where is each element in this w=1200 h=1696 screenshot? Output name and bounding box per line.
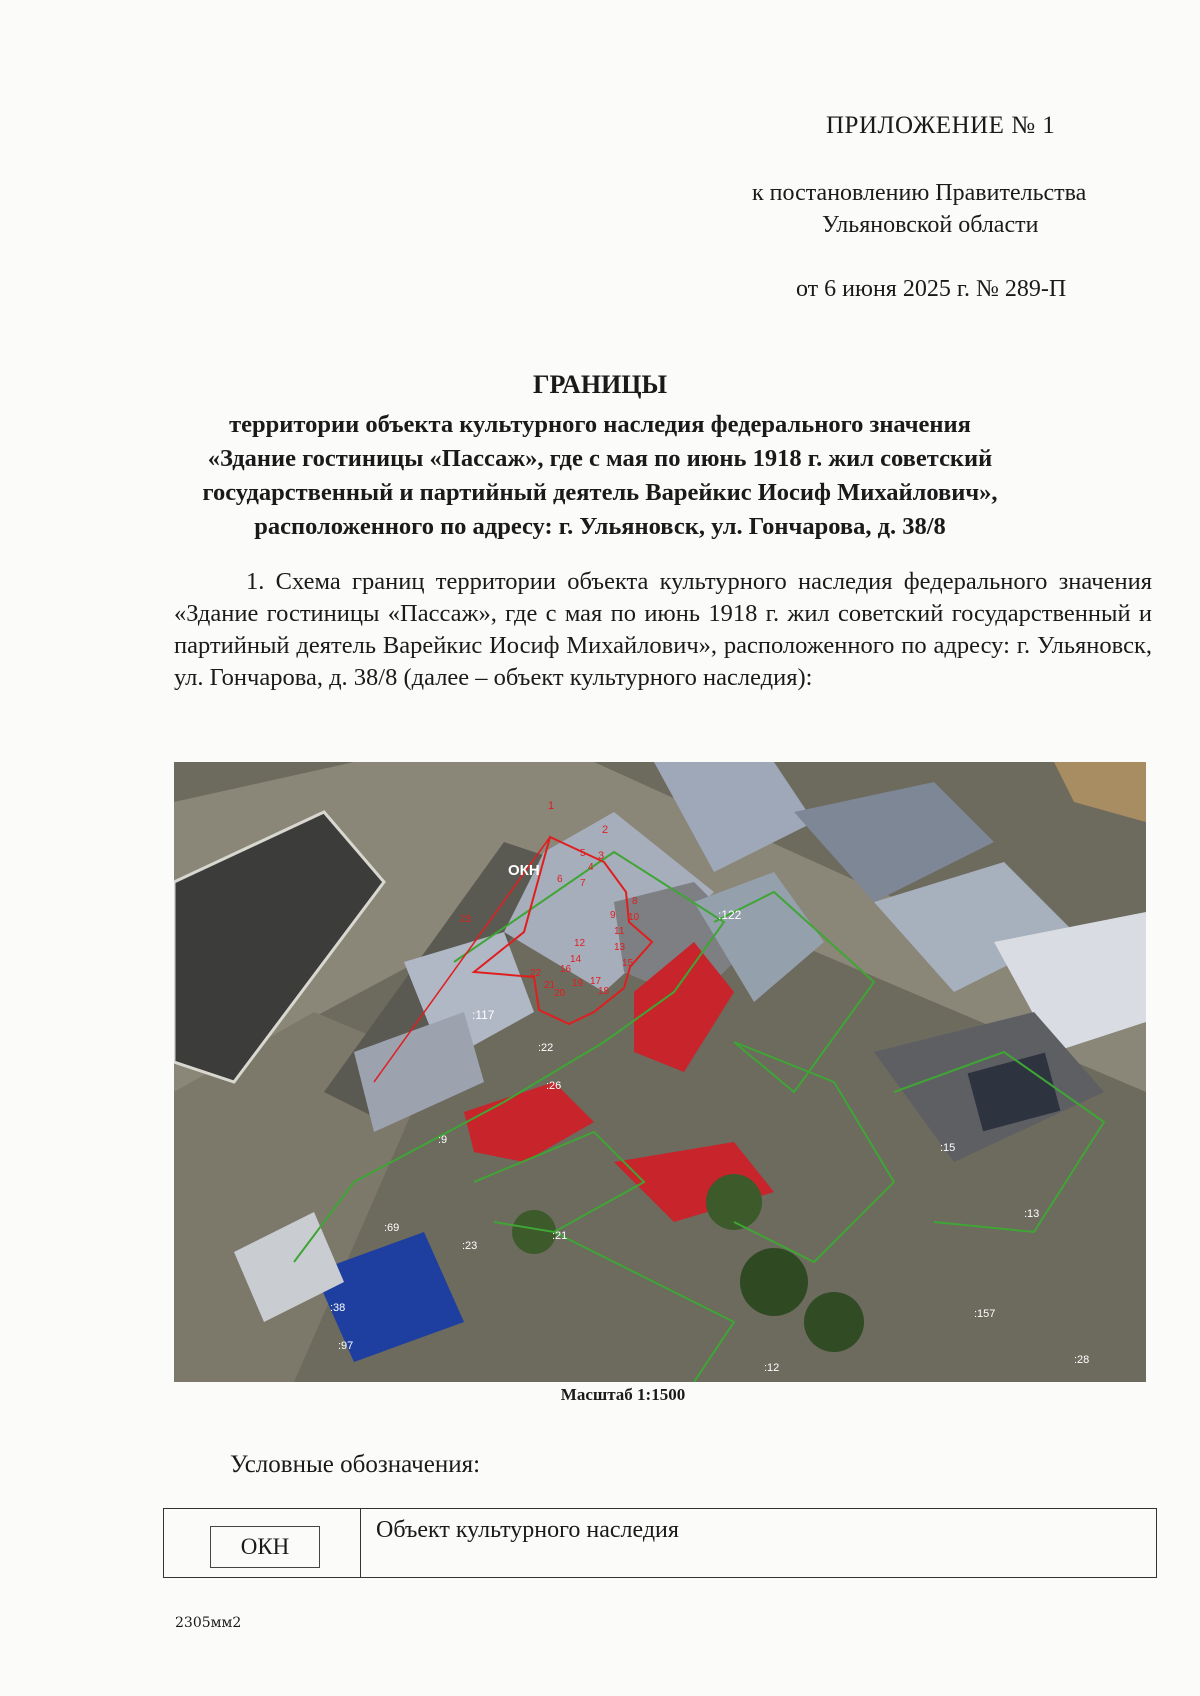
decree-date: от 6 июня 2025 г. № 289-П — [796, 276, 1067, 302]
boundary-point-label: 7 — [580, 878, 586, 889]
boundary-point-label: 13 — [614, 942, 626, 953]
boundary-point-label: 3 — [598, 850, 605, 862]
parcel-label: :12 — [764, 1362, 780, 1374]
subtitle-line: «Здание гостиницы «Пассаж», где с мая по июнь 1918 г. жил советский — [207, 445, 993, 472]
parcel-label: :9 — [438, 1134, 448, 1146]
parcel-label: :13 — [1024, 1208, 1040, 1220]
map-scale: Масштаб 1:1500 — [560, 1385, 686, 1404]
boundary-point-label: 22 — [530, 968, 542, 979]
parcel-label: :22 — [538, 1042, 554, 1054]
parcel-label: :69 — [384, 1222, 400, 1234]
legend-title: Условные обозначения: — [230, 1451, 481, 1478]
boundary-point-label: 20 — [554, 988, 566, 999]
map-illustration — [174, 762, 1146, 1382]
parcel-label: :122 — [718, 908, 742, 922]
parcel-label: :21 — [552, 1230, 568, 1242]
parcel-label: :157 — [974, 1308, 996, 1320]
subtitle-line: территории объекта культурного наследия федерального значения — [229, 411, 971, 438]
document-title: ГРАНИЦЫ — [532, 370, 668, 399]
boundary-point-label: 5 — [580, 848, 586, 859]
map-okn-label: ОКН — [508, 862, 540, 879]
boundary-point-label: 23 — [460, 914, 472, 925]
parcel-label: :97 — [338, 1340, 354, 1352]
parcel-label: :26 — [546, 1080, 562, 1092]
boundary-point-label: 21 — [544, 980, 556, 991]
boundary-point-label: 14 — [570, 954, 582, 965]
parcel-label: :23 — [462, 1240, 478, 1252]
parcel-label: :28 — [1074, 1354, 1090, 1366]
boundary-point-label: 2 — [602, 824, 609, 836]
legend-table — [163, 1508, 1157, 1578]
legend-symbol-cell — [164, 1509, 361, 1577]
parcel-label: :117 — [472, 1008, 495, 1022]
boundary-point-label: 15 — [622, 958, 634, 969]
boundary-point-label: 19 — [572, 978, 584, 989]
boundary-point-label: 16 — [560, 964, 572, 975]
parcel-label: :38 — [330, 1302, 346, 1314]
subtitle-line: расположенного по адресу: г. Ульяновск, ул. Гончарова, д. 38/8 — [254, 513, 946, 540]
legend-okn-symbol: ОКН — [210, 1526, 320, 1568]
boundary-point-label: 4 — [588, 862, 594, 873]
legend-okn-description: Объект культурного наследия — [376, 1517, 679, 1543]
footer-code: 2305мм2 — [175, 1615, 242, 1631]
boundary-point-label: 18 — [598, 986, 610, 997]
boundary-point-label: 8 — [632, 896, 638, 907]
boundary-point-label: 17 — [590, 976, 602, 987]
boundary-point-label: 1 — [548, 800, 555, 812]
scheme-paragraph — [174, 566, 1152, 694]
boundary-point-label: 11 — [614, 926, 625, 937]
subtitle-line: государственный и партийный деятель Варейкис Иосиф Михайлович», — [202, 479, 998, 506]
parcel-label: :15 — [940, 1142, 956, 1154]
document-subtitle — [100, 408, 1100, 544]
annex-number: ПРИЛОЖЕНИЕ № 1 — [826, 112, 1056, 139]
boundary-point-label: 10 — [628, 912, 640, 923]
boundary-point-label: 6 — [557, 874, 563, 885]
decree-region: Ульяновской области — [822, 212, 1039, 238]
paragraph-text: 1. Схема границ территории объекта культурного наследия федерального значения «Здание гостиницы «Пассаж», где с мая по июнь 1918 г. жил советский государственный и партийный деятель Варейкис Иосиф Михайлович», расположенного по адресу: г. Ульяновск, ул. Гончарова, д. 38/8 (далее – объект культурного наследия): — [174, 568, 1152, 691]
boundary-point-label: 9 — [610, 910, 616, 921]
aerial-map — [174, 762, 1146, 1382]
decree-reference: к постановлению Правительства — [752, 180, 1087, 206]
boundary-point-label: 12 — [574, 938, 586, 949]
